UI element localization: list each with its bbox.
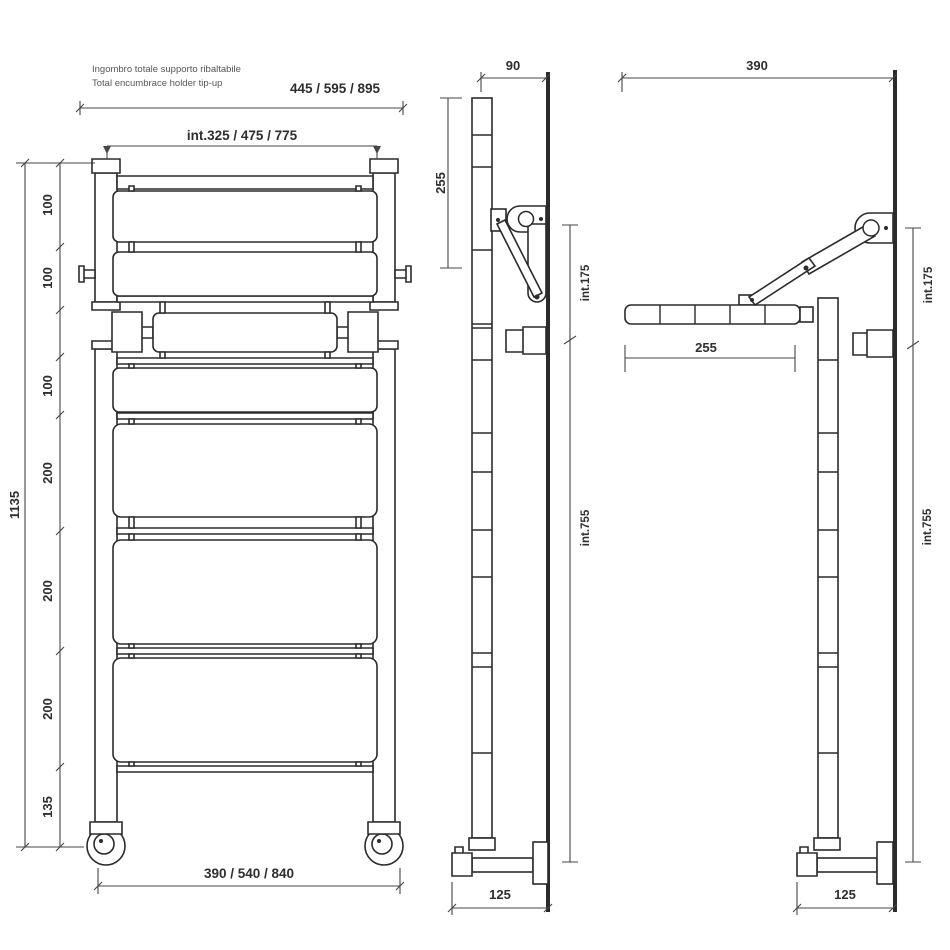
bottom-valve-open: [797, 847, 817, 876]
dim-label-holder-length-open: 255: [695, 340, 717, 355]
dim-label-wall-projection: 390: [746, 58, 768, 73]
bottom-pipe-closed: [472, 858, 533, 872]
dim-label-bottom-connection-open: int.755: [922, 508, 934, 546]
dim-label-height-seg-5: 200: [40, 580, 55, 602]
arm-end-rivet-closed: [535, 295, 540, 300]
arm-end-rivet-open: [750, 298, 754, 302]
radiator-tube-side-open: [818, 298, 838, 838]
side-closed-structure: [452, 98, 548, 884]
dim-label-inner-width: int.325 / 475 / 775: [186, 128, 298, 143]
arm-middle-rivet: [804, 266, 809, 271]
left-valve-hub: [94, 834, 114, 854]
dim-label-bottom-connection-closed: int.755: [580, 509, 592, 547]
pivot-rivet-open: [884, 226, 888, 230]
support-arm-lower: [749, 258, 815, 305]
dim-inner-width-arrows: [103, 146, 381, 154]
dim-label-holder-encumbrance: 445 / 595 / 895: [289, 81, 381, 96]
dim-top-connection-open-lines: [905, 228, 921, 349]
dim-label-top-connection-closed: int.175: [580, 264, 592, 302]
side-closed-dimensions: [433, 58, 592, 915]
towel-panel-6: [113, 658, 377, 762]
dim-label-holder-length-closed: 255: [433, 172, 448, 194]
towel-panel-2: [113, 252, 377, 296]
bottom-valve-closed: [452, 847, 472, 876]
pivot-rivet-2-closed: [539, 217, 543, 221]
front-view-structure: [79, 159, 411, 865]
side-view-open: [618, 58, 935, 915]
note-english: Total encumbrace holder tip-up: [92, 78, 223, 89]
dim-depth-lines: [477, 72, 550, 92]
towel-panel-1: [113, 191, 377, 242]
dim-label-outer-width: 390 / 540 / 840: [203, 866, 295, 881]
pivot-rivet-1-closed: [496, 218, 500, 222]
dim-label-valve-offset-closed: 125: [489, 887, 511, 902]
dim-label-total-height: 1135: [7, 490, 22, 520]
dim-label-height-seg-6: 200: [40, 698, 55, 720]
pivot-hole-open: [863, 220, 879, 236]
side-open-structure: [625, 213, 893, 884]
dim-top-connection-closed-lines: [562, 225, 578, 344]
towel-panel-5: [113, 540, 377, 644]
upper-wall-connection-closed: [506, 327, 546, 354]
right-valve-hub: [372, 834, 392, 854]
side-open-dimensions: [618, 58, 935, 915]
tube-bottom-collar-closed: [469, 838, 495, 850]
tube-bottom-collar-open: [814, 838, 840, 850]
tipup-holder-bar-open: [625, 305, 800, 324]
holder-bar-stub: [800, 307, 813, 322]
towel-panel-3: [113, 368, 377, 412]
towel-panel-4: [113, 424, 377, 517]
dim-wall-projection-lines: [618, 72, 897, 92]
dim-label-valve-offset-open: 125: [834, 887, 856, 902]
leg-collars: [90, 822, 400, 834]
side-view-closed: [433, 58, 592, 915]
dim-total-height-lines: [16, 159, 95, 851]
radiator-tube-side: [472, 98, 492, 838]
upper-wall-connection-open: [853, 330, 893, 357]
right-valve-pin: [377, 839, 381, 843]
dim-holder-encumbrance-lines: [76, 101, 407, 115]
dim-label-top-connection-open: int.175: [923, 266, 935, 304]
dim-label-height-seg-2: 100: [40, 267, 55, 289]
dim-label-height-seg-3: 100: [40, 375, 55, 397]
front-view: [7, 64, 411, 894]
dim-bottom-connection-open-lines: [905, 345, 921, 862]
left-valve-pin: [99, 839, 103, 843]
note-italian: Ingombro totale supporto ribaltabile: [92, 64, 241, 75]
wall-line-closed: [546, 72, 550, 912]
bottom-wall-flange-open: [877, 842, 893, 884]
dim-bottom-connection-closed-lines: [562, 340, 578, 862]
pivot-hole-closed: [519, 212, 534, 227]
dim-inner-width-lines: [107, 146, 377, 159]
dim-label-depth: 90: [505, 58, 521, 73]
bottom-wall-flange-closed: [533, 842, 548, 884]
tipup-holder-bar-front: [153, 313, 337, 352]
dim-label-height-seg-4: 200: [40, 462, 55, 484]
dim-label-height-seg-7: 135: [40, 796, 55, 818]
dim-label-height-seg-1: 100: [40, 194, 55, 216]
bottom-pipe-open: [817, 858, 877, 872]
wall-line-open: [893, 70, 897, 912]
